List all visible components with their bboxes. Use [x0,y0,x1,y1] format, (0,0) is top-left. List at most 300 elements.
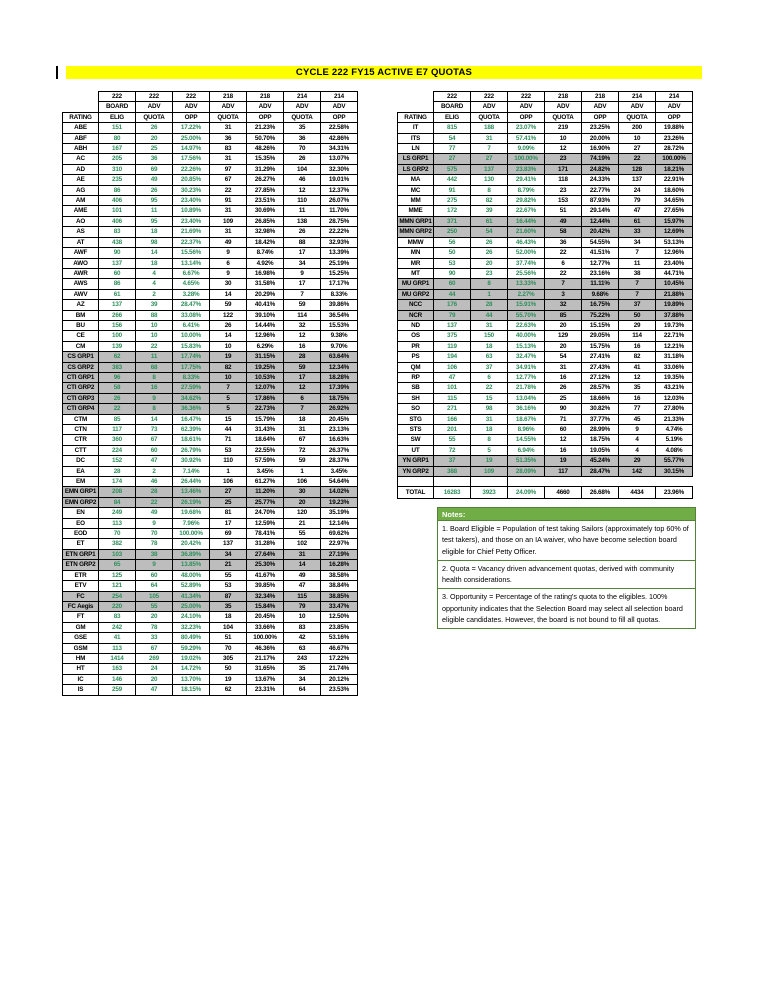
value-cell: 9 [136,518,173,528]
header-cell: QUOTA [545,112,582,122]
value-cell: 110 [284,196,321,206]
spacer-row [398,477,693,487]
table-row [63,435,358,445]
value-cell: 4.92% [247,258,284,268]
table-row [63,643,358,653]
value-cell: 26.27% [247,175,284,185]
value-cell: 69 [210,529,247,539]
rating-cell: MMN GRP2 [399,228,432,236]
rating-cell: AC [63,154,99,164]
value-cell: 102 [284,539,321,549]
value-cell: 44 [471,310,508,320]
table-row [63,414,358,424]
value-cell: 14 [210,289,247,299]
value-cell: 20 [136,612,173,622]
rating-cell: AWO [63,258,99,268]
header-cell: 222 [136,92,173,102]
value-cell: 3.45% [321,466,358,476]
value-cell: 22.26% [173,164,210,174]
value-cell: 310 [99,164,136,174]
value-cell: 15.79% [247,414,284,424]
value-cell: 305 [210,653,247,663]
value-cell: 18.64% [247,435,284,445]
rating-cell: AWF [63,248,99,258]
value-cell: 23.85% [321,622,358,632]
value-cell: 19.73% [656,320,693,330]
rating-cell: ND [398,320,434,330]
value-cell: 19 [210,352,247,362]
value-cell: 62 [210,685,247,695]
value-cell: 27.43% [582,362,619,372]
table-row [63,425,358,435]
rating-cell: CE [63,331,99,341]
value-cell: 23.13% [321,425,358,435]
header-cell: 222 [434,92,471,102]
header-cell: OPP [321,112,358,122]
value-cell: 87 [210,591,247,601]
value-cell: 12.07% [247,383,284,393]
value-cell: 27.64% [247,549,284,559]
value-cell: 10 [136,320,173,330]
value-cell: 12 [284,185,321,195]
value-cell: 49 [284,570,321,580]
rating-cell: CTN [63,425,99,435]
header-cell: ADV [284,102,321,112]
value-cell: 2 [136,466,173,476]
header-cell: QUOTA [136,112,173,122]
value-cell: 4 [136,279,173,289]
value-cell: 54 [545,352,582,362]
value-cell: 55.77% [656,456,693,466]
value-cell: 18 [136,258,173,268]
value-cell: 44 [434,289,471,299]
value-cell: 114 [284,310,321,320]
value-cell: 3.28% [173,289,210,299]
table-row [63,445,358,455]
value-cell: 22.97% [321,539,358,549]
value-cell: 83 [284,622,321,632]
value-cell: 79 [284,601,321,611]
header-cell: OPP [173,112,210,122]
value-cell: 27 [434,154,471,164]
value-cell: 20 [284,497,321,507]
value-cell: 30 [210,279,247,289]
value-cell: 18.42% [247,237,284,247]
value-cell: 10 [545,133,582,143]
value-cell: 53 [210,445,247,455]
value-cell: 65 [99,560,136,570]
value-cell: 138 [284,216,321,226]
value-cell: 3 [545,289,582,299]
value-cell: 39.86% [321,300,358,310]
value-cell: 5.19% [656,435,693,445]
value-cell: 142 [619,466,656,476]
header-cell: OPP [656,112,693,122]
value-cell: 28.47% [173,300,210,310]
header-cell: 218 [210,92,247,102]
value-cell: 16 [545,445,582,455]
value-cell: 31.18% [656,352,693,362]
value-cell: 29.05% [582,331,619,341]
value-cell: 7 [284,289,321,299]
value-cell: 34 [210,549,247,559]
rating-cell: HT [63,664,99,674]
value-cell: 29 [619,320,656,330]
value-cell: 91 [434,185,471,195]
rating-cell: AM [63,196,99,206]
header-cell: ADV [582,102,619,112]
value-cell: 26.85% [247,216,284,226]
value-cell: 188 [471,123,508,133]
value-cell: 100.00% [656,154,693,164]
rating-header-cell [63,92,99,102]
rating-cell: FC Aegis [63,601,99,611]
value-cell: 105 [136,591,173,601]
value-cell: 54.55% [582,237,619,247]
value-cell: 27 [619,144,656,154]
header-row [398,102,693,112]
value-cell: 7 [619,248,656,258]
value-cell: 19.25% [247,362,284,372]
value-cell: 4 [619,435,656,445]
table-row [398,144,693,154]
table-row [63,685,358,695]
rating-cell: ETN GRP1 [63,549,99,559]
value-cell: 21.69% [173,227,210,237]
value-cell: 20 [545,320,582,330]
rating-cell: AS [63,227,99,237]
value-cell: 15.13% [508,341,545,351]
value-cell: 22 [545,268,582,278]
value-cell: 21.17% [247,653,284,663]
quota-table-left [62,91,358,696]
value-cell: 20 [136,133,173,143]
table-row [398,206,693,216]
rating-cell: EOD [63,529,99,539]
value-cell: 53 [210,581,247,591]
value-cell: 18.75% [321,393,358,403]
value-cell: 15.53% [321,320,358,330]
table-row [398,300,693,310]
table-row [63,560,358,570]
value-cell: 250 [434,227,471,237]
value-cell: 200 [619,123,656,133]
value-cell: 16 [619,393,656,403]
rating-cell: AME [63,206,99,216]
value-cell: 41.51% [582,248,619,258]
value-cell: 20.29% [247,289,284,299]
value-cell: 67 [136,435,173,445]
value-cell: 24.33% [582,175,619,185]
value-cell: 90 [99,248,136,258]
value-cell: 33.08% [173,310,210,320]
value-cell: 43.21% [656,383,693,393]
value-cell: 84 [99,497,136,507]
value-cell: 575 [434,164,471,174]
rating-cell: PR [398,341,434,351]
rating-cell: LS GRP2 [398,164,434,174]
value-cell: 18.28% [321,372,358,382]
rating-cell: MM [398,196,434,206]
value-cell: 163 [99,664,136,674]
table-row [63,185,358,195]
value-cell: 117 [99,425,136,435]
value-cell: 11.20% [247,487,284,497]
table-row [398,289,693,299]
rating-cell: AD [63,164,99,174]
value-cell: 16.44% [508,216,545,226]
value-cell: 46 [136,477,173,487]
table-row [63,331,358,341]
value-cell: 14 [210,331,247,341]
value-cell: 16 [284,341,321,351]
value-cell: 23.31% [247,685,284,695]
value-cell: 22 [136,341,173,351]
value-cell: 91 [210,196,247,206]
value-cell: 52.89% [173,581,210,591]
value-cell: 121 [99,581,136,591]
value-cell: 38 [136,549,173,559]
value-cell: 371 [434,216,471,226]
value-cell: 23 [471,268,508,278]
table-row [63,539,358,549]
value-cell: 22 [471,383,508,393]
value-cell: 29 [619,456,656,466]
rating-cell: MC [398,185,434,195]
rating-cell: AG [63,185,99,195]
value-cell: 31 [471,414,508,424]
value-cell: 19.88% [656,123,693,133]
rating-cell: CS GRP1 [63,352,99,362]
value-cell: 125 [99,570,136,580]
value-cell: 16.47% [173,414,210,424]
value-cell: 9 [210,248,247,258]
value-cell: 14.44% [247,320,284,330]
total-value: 26.68% [582,487,619,499]
value-cell: 31 [545,362,582,372]
value-cell: 30.69% [247,206,284,216]
header-row [398,112,693,122]
value-cell: 6 [471,372,508,382]
value-cell: 406 [99,216,136,226]
value-cell: 22.55% [247,445,284,455]
value-cell: 36 [210,133,247,143]
value-cell: 98 [136,237,173,247]
value-cell: 37.88% [656,310,693,320]
value-cell: 42 [284,633,321,643]
header-cell: 222 [471,92,508,102]
value-cell: 41 [99,633,136,643]
value-cell: 41.34% [173,591,210,601]
rating-cell: MMN GRP1 [399,217,432,225]
table-row [63,237,358,247]
header-cell: 214 [321,92,358,102]
value-cell: 71 [545,414,582,424]
table-row [63,591,358,601]
value-cell: 61.27% [247,477,284,487]
value-cell: 36.16% [508,404,545,414]
table-row [63,227,358,237]
rating-cell: MMW [398,237,434,247]
header-cell: QUOTA [210,112,247,122]
rating-cell: CTI GRP2 [63,383,99,393]
table-row [63,352,358,362]
value-cell: 49 [210,237,247,247]
value-cell: 31 [471,320,508,330]
value-cell: 28.72% [656,144,693,154]
value-cell: 54 [471,227,508,237]
rating-cell: HM [63,653,99,663]
value-cell: 15.83% [173,341,210,351]
table-row [398,362,693,372]
value-cell: 100.00% [247,633,284,643]
value-cell: 55 [210,570,247,580]
page-margin-tick [56,66,58,79]
value-cell: 27.19% [321,549,358,559]
value-cell: 25 [545,393,582,403]
rating-cell: ABF [63,133,99,143]
value-cell: 18.67% [508,414,545,424]
value-cell: 25.00% [173,601,210,611]
table-row [63,320,358,330]
value-cell: 24 [619,185,656,195]
notes-title: Notes: [438,508,695,520]
rating-cell: ETV [63,581,99,591]
value-cell: 54.64% [321,477,358,487]
value-cell: 50 [619,310,656,320]
rating-cell: ABE [63,123,99,133]
value-cell: 17.17% [321,279,358,289]
value-cell: 17 [284,372,321,382]
table-row [398,258,693,268]
value-cell: 33.66% [247,622,284,632]
value-cell: 58 [545,227,582,237]
rating-cell: CTI GRP1 [63,372,99,382]
value-cell: 88 [136,310,173,320]
value-cell: 17.39% [321,383,358,393]
value-cell: 15.91% [508,300,545,310]
value-cell: 46 [284,175,321,185]
value-cell: 22 [210,185,247,195]
value-cell: 70 [99,529,136,539]
value-cell: 109 [210,216,247,226]
value-cell: 171 [545,164,582,174]
rating-cell: FC [63,591,99,601]
value-cell: 8 [136,372,173,382]
value-cell: 9 [284,268,321,278]
rating-cell: ETN GRP2 [63,560,99,570]
value-cell: 26.44% [173,477,210,487]
value-cell: 269 [136,653,173,663]
note-item: 3. Opportunity = Percentage of the rating's quota to the eligibles. 100% opportunity indicates that the Selection Board may select all selection board eligible candidates. However, the board is not bound to fill all quotas. [438,588,695,628]
value-cell: 58 [99,383,136,393]
value-cell: 4 [619,445,656,455]
value-cell: 14 [284,560,321,570]
value-cell: 20 [471,258,508,268]
value-cell: 47 [284,581,321,591]
value-cell: 97 [210,164,247,174]
value-cell: 2 [136,289,173,299]
table-row [398,216,693,226]
value-cell: 34.31% [321,144,358,154]
rating-cell: STG [398,414,434,424]
rating-cell: OS [398,331,434,341]
value-cell: 25.00% [173,133,210,143]
value-cell: 53 [434,258,471,268]
rating-header-cell [398,92,434,102]
value-cell: 26 [284,154,321,164]
value-cell: 106 [434,362,471,372]
value-cell: 78.41% [247,529,284,539]
rating-cell: SW [398,435,434,445]
value-cell: 137 [210,539,247,549]
value-cell: 137 [434,320,471,330]
quota-table-right [397,91,693,499]
value-cell: 71 [210,435,247,445]
value-cell: 70 [210,643,247,653]
rating-cell: EMN GRP1 [63,487,99,497]
value-cell: 5 [210,404,247,414]
value-cell: 24.82% [582,164,619,174]
value-cell: 9.70% [321,341,358,351]
rating-cell: EA [63,466,99,476]
table-row [63,216,358,226]
value-cell: 15.25% [321,268,358,278]
value-cell: 95 [136,216,173,226]
value-cell: 73 [136,425,173,435]
rating-cell: AT [63,237,99,247]
value-cell: 167 [99,144,136,154]
value-cell: 30.92% [173,456,210,466]
value-cell: 18 [471,425,508,435]
value-cell: 86 [99,185,136,195]
value-cell: 31.28% [247,539,284,549]
value-cell: 103 [99,549,136,559]
value-cell: 8.33% [321,289,358,299]
header-cell: ADV [321,102,358,112]
value-cell: 26 [471,237,508,247]
value-cell: 37.74% [508,258,545,268]
value-cell: 122 [210,310,247,320]
table-row [63,633,358,643]
value-cell: 12.50% [321,612,358,622]
value-cell: 18.66% [582,393,619,403]
value-cell: 33 [619,227,656,237]
rating-cell: IC [63,674,99,684]
value-cell: 12.96% [247,331,284,341]
value-cell: 13.14% [173,258,210,268]
value-cell: 360 [99,435,136,445]
value-cell: 9.68% [582,289,619,299]
value-cell: 40.41% [247,300,284,310]
value-cell: 109 [471,466,508,476]
table-row [398,425,693,435]
table-row [63,518,358,528]
value-cell: 18.21% [656,164,693,174]
value-cell: 32 [284,320,321,330]
value-cell: 14.55% [508,435,545,445]
value-cell: 16.75% [582,300,619,310]
value-cell: 10.89% [173,206,210,216]
table-row [398,393,693,403]
value-cell: 26 [136,123,173,133]
value-cell: 61 [99,289,136,299]
value-cell: 48.00% [173,570,210,580]
rating-cell: GSM [63,643,99,653]
value-cell: 27.59% [173,383,210,393]
value-cell: 119 [434,341,471,351]
value-cell: 6.94% [508,445,545,455]
